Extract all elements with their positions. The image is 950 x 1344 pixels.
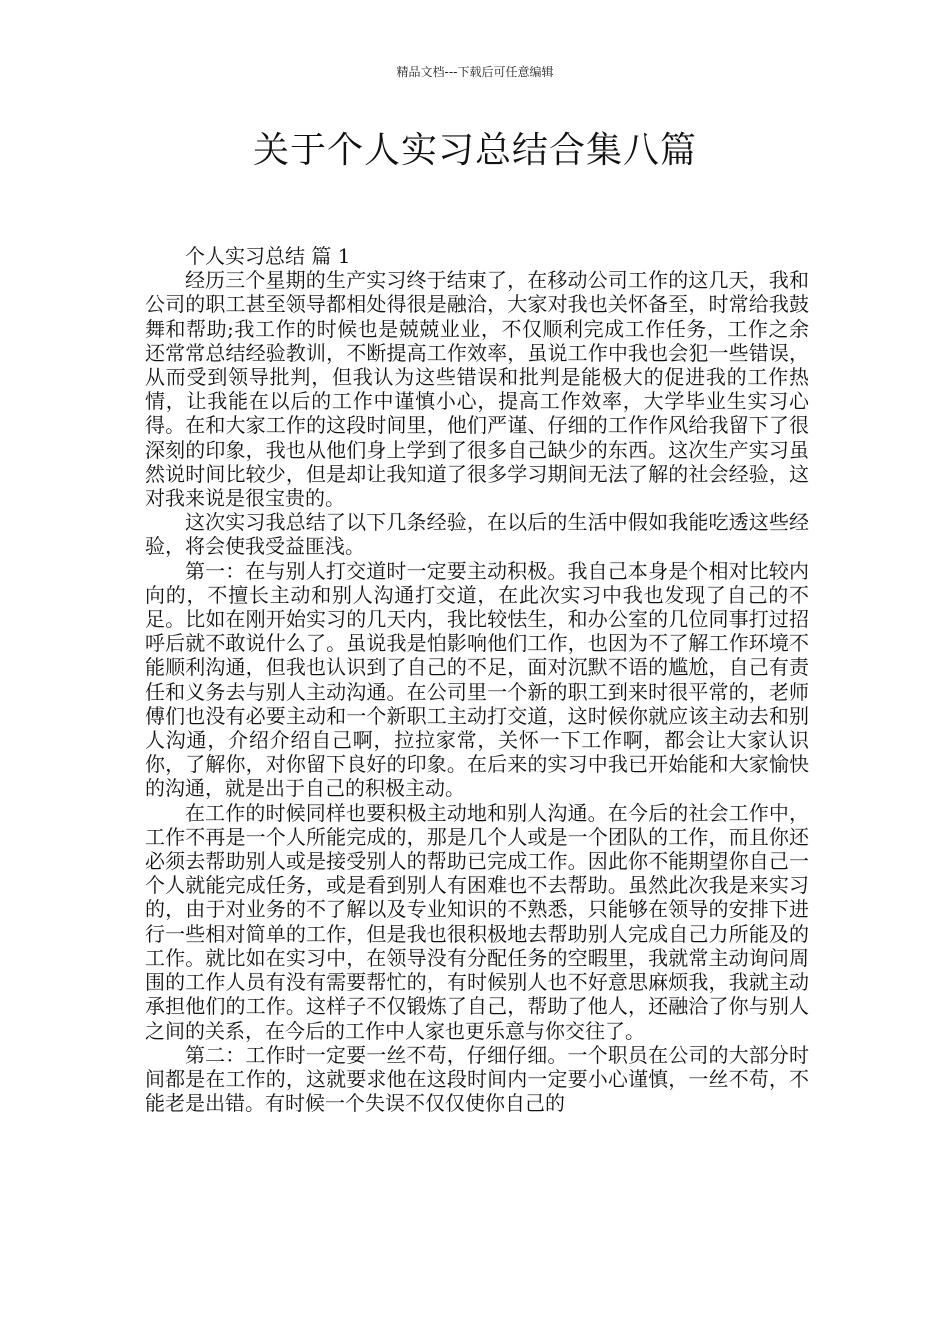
paragraph-5: 第二：工作时一定要一丝不苟，仔细仔细。一个职员在公司的大部分时间都是在工作的，这就要求他在这段时间内一定要小心谨慎，一丝不苟，不能老是出错。有时候一个失误不仅仅使你自己的 — [145, 1042, 809, 1116]
paragraph-1: 经历三个星期的生产实习终于结束了，在移动公司工作的这几天，我和公司的职工甚至领导都相处得很是融洽，大家对我也关怀备至，时常给我鼓舞和帮助;我工作的时候也是兢兢业业，不仅顺利完成工作任务，工作之余还常常总结经验教训，不断提高工作效率，虽说工作中我也会犯一些错误，从而受到领导批判，但我认为这些错误和批判是能极大的促进我的工作热情，让我能在以后的工作中谨慎小心，提高工作效率，大学毕业生实习心得。在和大家工作的这段时间里，他们严谨、仔细的工作作风给我留下了很深刻的印象，我也从他们身上学到了很多自己缺少的东西。这次生产实习虽然说时间比较少，但是却让我知道了很多学习期间无法了解的社会经验，这对我来说是很宝贵的。 — [145, 268, 809, 511]
document-body — [145, 244, 809, 1115]
section-heading: 个人实习总结 篇 1 — [185, 244, 351, 268]
paragraph-2: 这次实习我总结了以下几条经验，在以后的生活中假如我能吃透这些经验，将会使我受益匪浅。 — [145, 510, 809, 559]
document-title: 关于个人实习总结合集八篇 — [252, 130, 697, 171]
paragraph-3: 第一：在与别人打交道时一定要主动积极。我自己本身是个相对比较内向的，不擅长主动和别人沟通打交道，在此次实习中我也发现了自己的不足。比如在刚开始实习的几天内，我比较怯生，和办公室的几位同事打过招呼后就不敢说什么了。虽说我是怕影响他们工作，也因为不了解工作环境不能顺利沟通，但我也认识到了自己的不足，面对沉默不语的尴尬，自己有责任和义务去与别人主动沟通。在公司里一个新的职工到来时很平常的，老师傅们也没有必要主动和一个新职工主动打交道，这时候你就应该主动去和别人沟通，介绍介绍自己啊，拉拉家常，关怀一下工作啊，都会让大家认识你，了解你，对你留下良好的印象。在后来的实习中我已开始能和大家愉快的沟通，就是出于自己的积极主动。 — [145, 558, 809, 801]
header-note: 精品文档---下载后可任意编辑 — [396, 65, 554, 79]
paragraph-4: 在工作的时候同样也要积极主动地和别人沟通。在今后的社会工作中，工作不再是一个人所能完成的，那是几个人或是一个团队的工作，而且你还必须去帮助别人或是接受别人的帮助已完成工作。因此你不能期望你自己一个人就能完成任务，或是看到别人有困难也不去帮助。虽然此次我是来实习的，由于对业务的不了解以及专业知识的不熟悉，只能够在领导的安排下进行一些相对简单的工作，但是我也很积极地去帮助别人完成自己力所能及的工作。就比如在实习中，在领导没有分配任务的空暇里，我就常主动询问周围的工作人员有没有需要帮忙的，有时候别人也不好意思麻烦我，我就主动承担他们的工作。这样子不仅锻炼了自己，帮助了他人，还融洽了你与别人之间的关系，在今后的工作中人家也更乐意与你交往了。 — [145, 800, 809, 1043]
